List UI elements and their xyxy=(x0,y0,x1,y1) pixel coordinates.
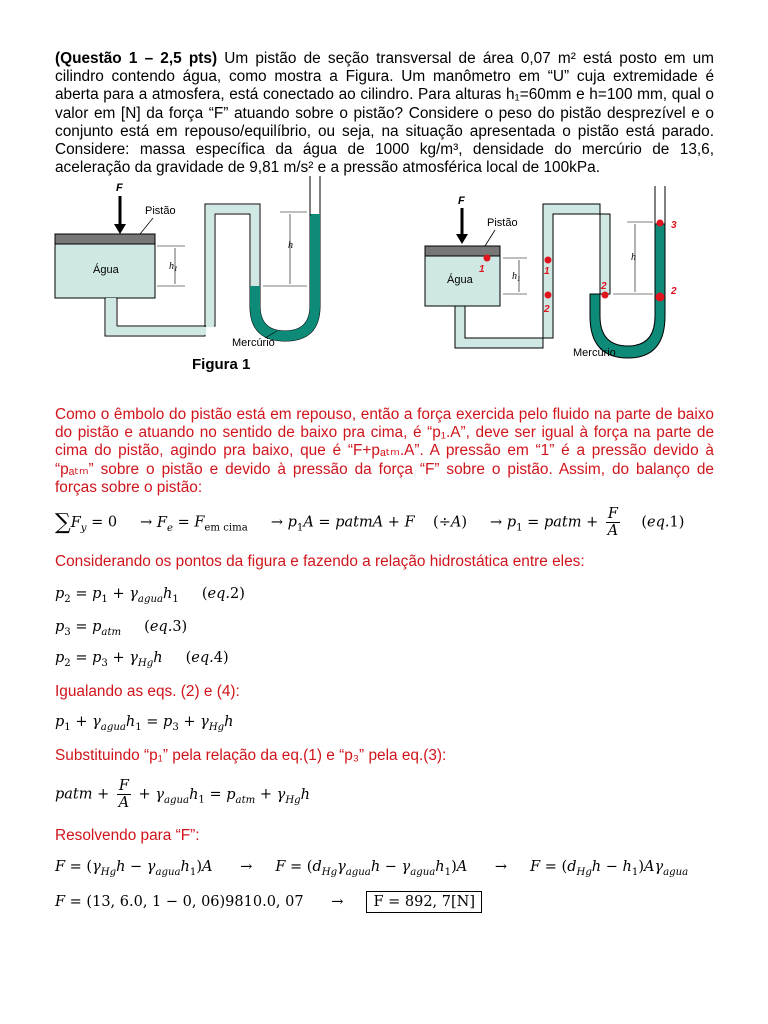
equation-5: $p_1 + \gamma_{agua}h_1 = p_3 + \gamma_{Hg}h$ xyxy=(55,714,234,733)
result-box: F = 892, 7[N] xyxy=(366,891,482,913)
force-label-right: F xyxy=(458,195,465,207)
equation-1: $\sum F_y = 0$ → $F_e = F_{em cima}$ → $p_1A$ = patmA + F (÷A) → $p_1$ = patm + $\frac{F}{A}$ (eq.1) xyxy=(55,506,685,539)
equation-7: $F = (\gamma_{Hg}h - \gamma_{agua}h_1)A$ → $F = (d_{Hg}\gamma_{agua}h - \gamma_{agua}h_1)A$ → $F = (d_{Hg}h - h_1)A\gamma_{agua}$ xyxy=(55,859,689,878)
h-label-left: h xyxy=(288,240,293,251)
point-2a: 2 xyxy=(544,304,550,315)
figure-left xyxy=(55,176,320,349)
solution-paragraph-2: Considerando os pontos da figura e fazendo a relação hidrostática entre eles: xyxy=(55,553,585,570)
solution-paragraph-5: Resolvendo para “F”: xyxy=(55,827,200,844)
equation-2: $p_2 = p_1 + \gamma_{agua}h_1$ (eq.2) xyxy=(55,586,245,605)
solution-paragraph-3: Igualando as eqs. (2) e (4): xyxy=(55,683,240,700)
equation-6: patm + $\frac{F}{A}$ + $\gamma_{agua}h_1 = p_{atm} + \gamma_{Hg}h$ xyxy=(55,778,310,811)
h1-label-right: $h_1$ xyxy=(512,271,521,283)
question-title: (Questão 1 – 2,5 pts) xyxy=(55,50,218,67)
equation-8: F = (13, 6.0, 1 − 0, 06)9810.0, 07 → F = 892, 7[N] xyxy=(55,894,482,910)
water-label-left: Água xyxy=(93,264,119,276)
question-body: Um pistão de seção transversal de área 0,07 m² está posto em um cilindro contendo água, como mostra a Figura. Um manômetro em “U” cuja extremidade é aberta para a atmosfera, está conectado ao cilindro. Para alturas h₁=60mm e h=100 mm, qual o valor em [N] da força “F” atuando sobre o pistão? Considere o peso do pistão desprezível e o conjunto está em repouso/equilíbrio, ou seja, na situação apresentada o pistão está parado. Considere: massa específica da água de 1000 kg/m³, densidade do mercúrio de 13,6, aceleração da gravidade de 9,81 m/s² e a pressão atmosférica local de 100kPa. xyxy=(55,50,714,177)
piston-label-right: Pistão xyxy=(487,217,518,229)
solution-paragraph-1: Como o êmbolo do pistão está em repouso, então a força exercida pelo fluido na parte de baixo do pistão e atuando no sentido de baixo pra cima, é “p₁.A”, deve ser igual à força na parte de cima do pistão, agindo pra baixo, que é “F+pₐₜₘ.A”. A pressão em “1” é a pressão devido à “pₐₜₘ” sobre o pistão e devido à pressão da força “F” sobre o pistão. Assim, do balanço de forças sobre o pistão: xyxy=(55,406,714,496)
equation-4: $p_2 = p_3 + \gamma_{Hg}h$ (eq.4) xyxy=(55,650,229,669)
solution-paragraph-4: Substituindo “p₁” pela relação da eq.(1) e “p₃” pela eq.(3): xyxy=(55,747,447,764)
point-2c: 2 xyxy=(671,286,677,297)
force-label-left: F xyxy=(116,182,123,194)
water-label-right: Água xyxy=(447,274,473,286)
piston-label-left: Pistão xyxy=(145,205,176,217)
equation-3: $p_3 = p_{atm}$ (eq.3) xyxy=(55,619,188,638)
point-1b: 1 xyxy=(544,266,550,277)
figure-diagrams xyxy=(45,176,725,376)
figure-right xyxy=(425,186,677,359)
point-2b: 2 xyxy=(601,281,607,292)
mercury-label-right: Mercúrio xyxy=(573,347,616,359)
point-1a: 1 xyxy=(479,264,485,275)
h-label-right: h xyxy=(631,252,636,263)
mercury-label-left: Mercúrio xyxy=(232,337,275,349)
question-text xyxy=(55,50,714,177)
point-3: 3 xyxy=(671,220,677,231)
h1-label-left: $h_1$ xyxy=(169,261,178,273)
figure-caption: Figura 1 xyxy=(192,356,251,373)
